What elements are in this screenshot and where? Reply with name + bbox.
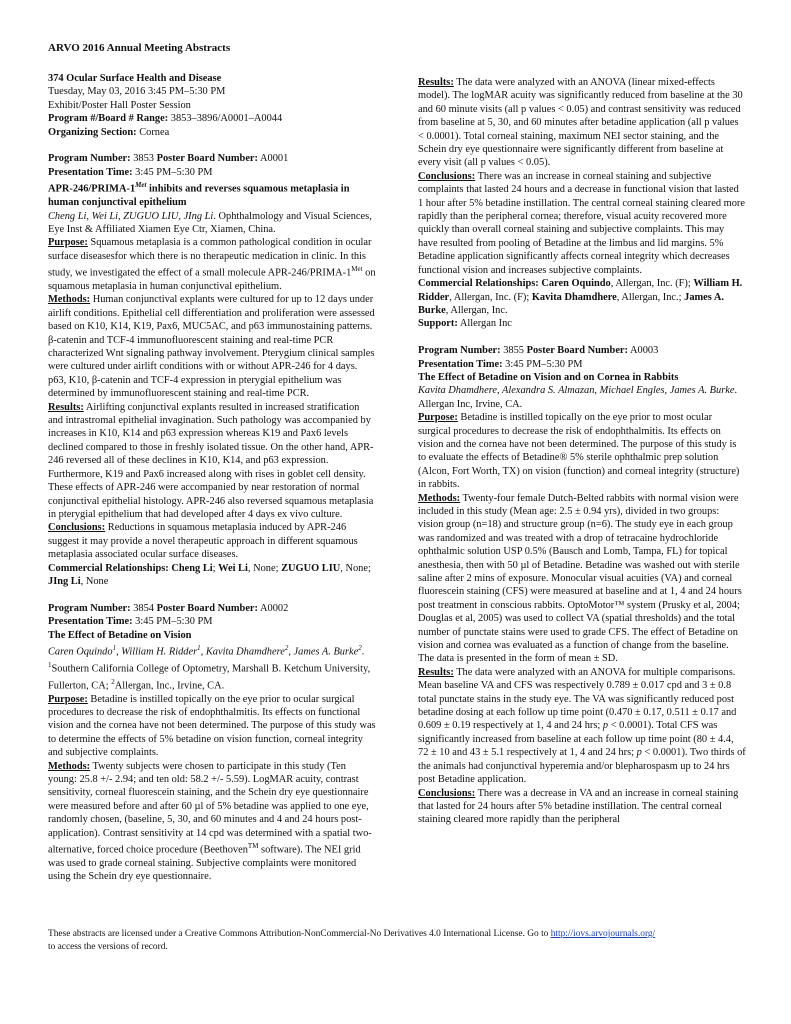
- cr-status: , None: [80, 575, 109, 587]
- presentation-time: [48, 615, 376, 628]
- authors-affiliation: Caren Oquindo$^1$, William H. Ridder$^1$, Kavita Dhamdhere$^2$, James A. Burke$^2$. $^1$Southern California College of Optometry, Marshall B. Ketchum University, Fullerton, CA; $^2$Allergan, Inc., Irvine, CA.: [48, 643, 371, 692]
- abstract-title: The Effect of Betadine on Vision: [48, 629, 192, 641]
- support: [418, 317, 746, 330]
- cr-label: Commercial Relationships:: [48, 562, 169, 574]
- cr-status: , None;: [247, 562, 282, 574]
- title-superscript: Met: [135, 181, 147, 190]
- session-title: 374 Ocular Surface Health and Disease: [48, 73, 222, 84]
- org-label: Organizing Section:: [48, 126, 137, 138]
- cr-name: JIng Li: [48, 575, 81, 587]
- author-superscript: 2: [358, 643, 362, 652]
- cr-name: William H. Ridder: [418, 278, 743, 303]
- poster-board-number: A0001: [258, 153, 289, 165]
- commercial-relationships: [418, 277, 746, 317]
- support-text: Allergan Inc: [457, 318, 512, 330]
- authors: Kavita Dhamdhere, Alexandra S. Almazan, Michael Engles, James A. Burke: [418, 385, 735, 397]
- authors-affiliation: [48, 210, 376, 237]
- program-line: [418, 344, 746, 357]
- methods-label: Methods:: [418, 492, 461, 504]
- methods-text: Human conjunctival explants were cultured for up to 12 days under airlift conditions. Epithelial cell differentiation and proliferation were assessed based on K10, K14, K19, Pax6, MUC5AC, and p63 immunostaining patterns. β-catenin and TCF-4 immunofluorescent staining and real-time PCR characterized Wnt signaling pathway involvement. Pterygium clinical samples were cultured under airlift conditions with or without APR-246 for 4 days. p63, K10, β-catenin and TCF-4 expression in pterygial epithelium was determined by immunofluorescent staining and real-time PCR.: [48, 294, 375, 400]
- program-number-label: Program Number:: [48, 153, 131, 165]
- methods-text: software). The NEI grid was used to grade corneal staining. Subjective complaints were monitored using the Schein dry eye questionnaire.: [48, 844, 361, 883]
- presentation-time-value: 3:45 PM–5:30 PM: [132, 616, 213, 628]
- purpose-label: Purpose:: [48, 237, 88, 249]
- purpose-label: Purpose:: [418, 412, 458, 424]
- results: [418, 666, 746, 787]
- methods-label: Methods:: [48, 760, 91, 772]
- author-superscript: 2: [284, 643, 289, 652]
- purpose-text: Betadine is instilled topically on the eye prior to most ocular surgical procedures to decrease the risk of endophthalmitis. Its effects on vision and the cornea have not been determined. The purpose of this study is to evaluate the effects of Betadine® 5% sterile ophthalmic prep solution (Alcon, Fort Worth, TX) on vision (function) and corneal integrity (structure) in rabbits.: [418, 412, 740, 491]
- cr-status: , Allergan, Inc. (F);: [610, 278, 694, 290]
- cr-name: ZUGUO LIU: [281, 562, 341, 574]
- poster-board-number: A0002: [258, 602, 289, 614]
- authors-affiliation: [418, 384, 746, 411]
- abstract-3853: [48, 152, 376, 588]
- affiliation: . Ophthalmology and Visual Sciences, Eye Inst & Affiliated Xiamen Eye Ctr, Xiamen, China.: [48, 210, 372, 235]
- title-part: APR-246/PRIMA-1: [48, 183, 136, 195]
- cr-name: James A. Burke: [418, 291, 724, 316]
- methods-label: Methods:: [48, 294, 91, 306]
- purpose-label: Purpose:: [48, 693, 88, 705]
- results-label: Results:: [48, 401, 84, 413]
- purpose-text: Betadine is instilled topically on the eye prior to ocular surgical procedures to decrease the risk of endophthalmitis. Its effects on functional vision and the cornea have not been determined. The purpose of this study was to determine the effects of 5% betadine on vision function, corneal integrity and subjective complaints.: [48, 693, 376, 759]
- p-symbol: p: [636, 747, 642, 759]
- abstract-3855: [418, 344, 746, 827]
- poster-board-number: A0003: [628, 345, 659, 357]
- title-part: inhibits and reverses squamous metaplasia in human conjunctival epithelium: [48, 183, 350, 209]
- methods: [48, 293, 376, 400]
- authors: Cheng Li, Wei Li, ZUGUO LIU, JIng Li: [48, 210, 214, 222]
- cr-status: ;: [212, 562, 219, 574]
- conclusions: [48, 521, 376, 561]
- journal-link[interactable]: http://iovs.arvojournals.org/: [550, 929, 656, 939]
- presentation-time: [48, 166, 376, 179]
- abstract-3854-continued: [418, 76, 746, 331]
- purpose: [418, 411, 746, 491]
- presentation-time-value: 3:45 PM–5:30 PM: [132, 166, 213, 178]
- org-value: Cornea: [136, 126, 170, 138]
- affiliation-superscript: 1: [48, 660, 52, 669]
- abstract-title: [48, 179, 376, 209]
- license-text: These abstracts are licensed under a Creative Commons Attribution-NonCommercial-No Derivatives 4.0 International License. Go to: [48, 929, 551, 939]
- methods-text: Twenty subjects were chosen to participate in this study (Ten young: 25.8 +/- 2.94; and ten old: 58.2 +/- 5.59). LogMAR acuity, contrast sensitivity, corneal fluorescein staining, and the Schein dry eye questionnaire were measured before and after 60 µl of 5% betadine was applied to one eye, randomly chosen, (baseline, 5, 30, and 60 minutes and 4 and 24 hours post-application). Contrast sensitivity at 14 cpd was determined with a spatial two-alternative, forced choice procedure (Beethoven: [48, 760, 372, 856]
- poster-board-label: Poster Board Number:: [156, 153, 258, 165]
- cr-name: Cheng Li: [168, 562, 213, 574]
- author: Caren Oquindo: [48, 646, 113, 658]
- author-superscript: 1: [112, 643, 117, 652]
- program-line: [48, 152, 376, 165]
- author: , Kavita Dhamdhere: [200, 646, 285, 658]
- affiliation: Allergan, Inc., Irvine, CA.: [114, 680, 225, 692]
- presentation-time-label: Presentation Time:: [48, 616, 133, 628]
- p-symbol: p: [602, 720, 609, 732]
- program-number-label: Program Number:: [418, 345, 501, 357]
- poster-board-label: Poster Board Number:: [526, 345, 628, 357]
- results-text: Airlifting conjunctival explants resulted in increased stratification and intrastromal epithelial invagination. Such pathology was accompanied by increases in K10, K14 and p63 expression whereas K19 and Pax6 levels declined compared to those in freshly isolated tissue. On the other hand, APR-246 reversed all of these declines in K10, K14, and p63 expression. Furthermore, K19 and Pax6 increased along with rises in goblet cell density. These effects of APR-246 were accompanied by near restoration of normal conjunctival epithelial histology. APR-246 also reversed squamous metaplasia in pterygial epithelium that had developed after 4 days ex vivo culture.: [48, 401, 374, 520]
- purpose: [48, 236, 376, 293]
- program-number: 3854: [130, 602, 157, 614]
- right-column: [418, 76, 746, 827]
- cr-label: Commercial Relationships:: [418, 278, 539, 290]
- program-number: 3853: [130, 153, 157, 165]
- range-value: 3853–3896/A0001–A0044: [168, 113, 283, 125]
- methods-text: Twenty-four female Dutch-Belted rabbits with normal vision were included in this study (Mean age: 2.5 ± 0.94 yrs), divided in two groups: vision group (n=18) and structure group (n=6). The study eye in each group was randomized and was treated with a drop of tetracaine hydrochloride ophthalmic solution USP 0.5% (Bausch and Lomb, Tampa, FL) for topical anesthesia, then with 50 µl of Betadine. Betadine was washed out with sterile saline after 2 mins of exposure. Monocular visual acuities (VA) and corneal fluorescein staining (CFS) were measured at baseline and at 1, 4 and 24 hours post treatment in conscious rabbits. OptoMotor™ system (Prusky et al, 2004; Douglas et al, 2005) was used to collect VA (spatial thresholds) and the total number of punctate stains were used to grade CFS. The effect of Betadine on vision and cornea was evaluated as a function of change from the baseline. The data is presented in the form of mean ± SD.: [418, 492, 742, 665]
- author-superscript: 1: [197, 643, 201, 652]
- author: , James A. Burke: [288, 646, 359, 658]
- license-footer: [48, 928, 748, 953]
- abstract-title: The Effect of Betadine on Vision and on Cornea in Rabbits: [418, 371, 679, 383]
- affiliation: . Allergan Inc, Irvine, CA.: [418, 385, 738, 410]
- purpose-text: on squamous metaplasia in human conjunctival epithelium.: [48, 267, 376, 293]
- results-text: < 0.0001). Total CFS was significantly increased from baseline at each follow up time point (80 ± 4.4, 72 ± 10 and 43 ± 5.1 respectively at 1, 4 and 24 hrs;: [418, 720, 734, 759]
- cr-name: Kavita Dhamdhere: [531, 291, 617, 303]
- program-line: [48, 602, 376, 615]
- cr-status: , None;: [340, 562, 371, 574]
- presentation-time-value: 3:45 PM–5:30 PM: [502, 358, 583, 370]
- license-text-2: to access the versions of record.: [48, 941, 168, 952]
- session-org: [48, 126, 376, 139]
- results-label: Results:: [418, 666, 454, 678]
- conclusions-label: Conclusions:: [418, 170, 476, 182]
- commercial-relationships: [48, 562, 376, 589]
- cr-status: , Allergan, Inc.: [445, 304, 508, 316]
- results-label: Results:: [418, 77, 454, 88]
- methods: [418, 492, 746, 666]
- conclusions-text: There was an increase in corneal staining and subjective complaints that lasted 24 hours and a decrease in functional vision that lasted 1 hour after 5% betadine instillation. The central corneal staining cleared more rapidly than the peripheral cornea; therefore, visual acuity recovered more quickly than overall corneal staining and subjective complaints. This may have resulted from pooling of Betadine at the limbus and lid margins. 5% Betadine application significantly affects corneal integrity which decreases functional vision and increases subjective complaints.: [418, 170, 745, 276]
- cr-name: Caren Oquindo: [538, 278, 611, 290]
- presentation-time-label: Presentation Time:: [48, 166, 133, 178]
- purpose-text: Squamous metaplasia is a common pathological condition in ocular surface diseasesfor which there is no therapeutic medication in clinic. In this study, we investigated the effect of a small molecule APR-246/PRIMA-1: [48, 237, 372, 279]
- purpose: [48, 693, 376, 760]
- session-venue: Exhibit/Poster Hall Poster Session: [48, 99, 191, 111]
- conclusions-label: Conclusions:: [48, 522, 106, 534]
- program-number-label: Program Number:: [48, 602, 131, 614]
- trademark-superscript: TM: [247, 842, 259, 851]
- purpose-superscript: Met: [351, 265, 363, 274]
- cr-status: , Allergan, Inc.;: [616, 291, 685, 303]
- affiliation: Southern California College of Optometry, Marshall B. Ketchum University, Fullerton, CA;: [48, 663, 371, 692]
- results: [418, 76, 746, 170]
- cr-name: Wei Li: [218, 562, 248, 574]
- presentation-time-label: Presentation Time:: [418, 358, 503, 370]
- cr-status: , Allergan, Inc. (F);: [449, 291, 532, 303]
- conclusions: [418, 787, 746, 827]
- session-date: Tuesday, May 03, 2016 3:45 PM–5:30 PM: [48, 86, 226, 98]
- conclusions-label: Conclusions:: [418, 787, 476, 799]
- support-label: Support:: [418, 318, 458, 330]
- left-column: [48, 72, 376, 884]
- range-label: Program #/Board # Range:: [48, 113, 169, 125]
- session-range: [48, 112, 376, 125]
- results: [48, 401, 376, 522]
- affiliation-superscript: 2: [111, 677, 115, 686]
- conclusions-text: There was a decrease in VA and an increase in corneal staining that lasted for 24 hours after 5% betadine instillation. The central corneal staining cleared more rapidly than the peripheral: [418, 787, 739, 826]
- poster-board-label: Poster Board Number:: [156, 602, 258, 614]
- results-text: The data were analyzed with an ANOVA (linear mixed-effects model). The logMAR acuity was significantly reduced from baseline at the 30 and 60 minute visits (all p values < 0.05) and contrast sensitivity was reduced from baseline at 5, 30, and 60 minutes after betadine application (all p values < 0.0001). Total corneal staining, maximum NEI sector staining, and the Schein dry eye questionnaire were significantly different from baseline at every visit (all p values < 0.05).: [418, 77, 743, 169]
- methods: [48, 760, 376, 884]
- conclusions: [418, 170, 746, 277]
- results-text: < 0.0001). Two thirds of the animals had conjunctival hyperemia and/or blepharospasm up to 24 hrs post Betadine application.: [418, 747, 746, 786]
- page-header: ARVO 2016 Annual Meeting Abstracts: [48, 42, 231, 54]
- abstract-3854: [48, 602, 376, 884]
- conclusions-text: Reductions in squamous metaplasia induced by APR-246 suggest it may provide a novel therapeutic approach in different squamous metaplasia associated ocular surface diseases.: [48, 522, 358, 561]
- program-number: 3855: [500, 345, 527, 357]
- presentation-time: [418, 358, 746, 371]
- results-text: The data were analyzed with an ANOVA for multiple comparisons. Mean baseline VA and CFS was respectively 0.789 ± 0.017 cpd and 3 ± 0.8 total punctate stains in the study eye. The VA was significantly reduced post betadine dosing at each follow up time point (0.470 ± 0.17, 0.511 ± 0.17 and 0.609 ± 0.19 respectively at 1, 4 and 24 hrs;: [418, 666, 737, 732]
- author: , William H. Ridder: [116, 646, 198, 658]
